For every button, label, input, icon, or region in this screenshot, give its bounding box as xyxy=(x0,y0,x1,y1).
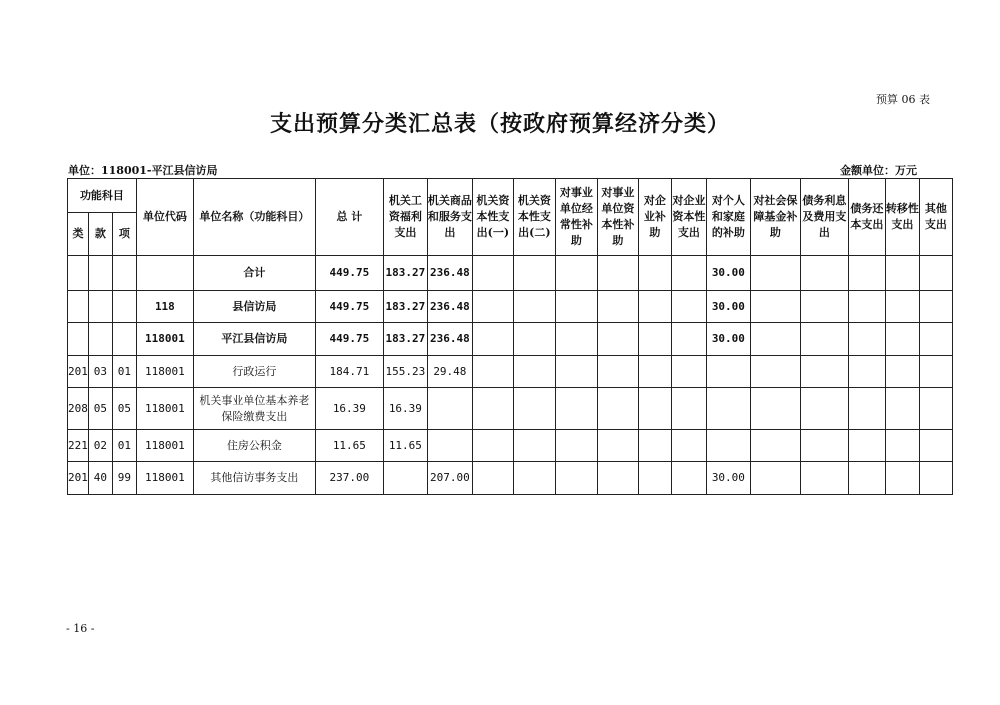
table-row xyxy=(68,323,953,356)
cell-c7 xyxy=(638,291,671,323)
cell-c8 xyxy=(671,356,706,388)
cell-c7 xyxy=(638,256,671,291)
cell-c9: 30.00 xyxy=(706,323,750,356)
cell-c11 xyxy=(800,323,848,356)
cell-c10 xyxy=(750,388,800,430)
cell-c7 xyxy=(638,323,671,356)
header-c8: 对企业资本性支出 xyxy=(671,179,706,256)
cell-c3 xyxy=(472,323,513,356)
cell-c5 xyxy=(555,430,597,462)
header-c3: 机关资本性支出(一) xyxy=(472,179,513,256)
header-unit-name: 单位名称（功能科目） xyxy=(193,179,315,256)
table-row xyxy=(68,388,953,430)
cell-total: 449.75 xyxy=(315,323,383,356)
cell-xiang: 01 xyxy=(112,356,136,388)
header-func-subject: 功能科目 xyxy=(68,179,137,213)
cell-c7 xyxy=(638,356,671,388)
cell-code: 118001 xyxy=(136,323,193,356)
cell-code: 118001 xyxy=(136,356,193,388)
cell-c1: 183.27 xyxy=(383,291,427,323)
cell-total: 184.71 xyxy=(315,356,383,388)
cell-c9: 30.00 xyxy=(706,256,750,291)
cell-c1: 11.65 xyxy=(383,430,427,462)
cell-c6 xyxy=(597,323,638,356)
cell-c9 xyxy=(706,388,750,430)
cell-c10 xyxy=(750,256,800,291)
cell-c6 xyxy=(597,256,638,291)
cell-kuan: 02 xyxy=(88,430,112,462)
header-c9: 对个人和家庭的补助 xyxy=(706,179,750,256)
cell-c6 xyxy=(597,462,638,495)
cell-c3 xyxy=(472,256,513,291)
cell-lei xyxy=(68,323,89,356)
cell-c2: 236.48 xyxy=(427,323,472,356)
cell-c11 xyxy=(800,356,848,388)
cell-c11 xyxy=(800,291,848,323)
cell-c9: 30.00 xyxy=(706,291,750,323)
cell-c1 xyxy=(383,462,427,495)
cell-name: 平江县信访局 xyxy=(193,323,315,356)
cell-c11 xyxy=(800,462,848,495)
cell-lei: 201 xyxy=(68,462,89,495)
cell-c14 xyxy=(919,430,952,462)
header-c1: 机关工资福利支出 xyxy=(383,179,427,256)
page-number: - 16 - xyxy=(66,622,95,635)
cell-c12 xyxy=(848,430,885,462)
cell-c8 xyxy=(671,388,706,430)
cell-c14 xyxy=(919,356,952,388)
cell-code: 118 xyxy=(136,291,193,323)
cell-code xyxy=(136,256,193,291)
cell-lei xyxy=(68,256,89,291)
cell-c4 xyxy=(513,323,555,356)
header-c7: 对企业补助 xyxy=(638,179,671,256)
cell-c5 xyxy=(555,323,597,356)
cell-c12 xyxy=(848,356,885,388)
cell-c13 xyxy=(885,388,919,430)
cell-c4 xyxy=(513,388,555,430)
cell-c1: 16.39 xyxy=(383,388,427,430)
cell-c2: 236.48 xyxy=(427,291,472,323)
table-row xyxy=(68,356,953,388)
header-c5: 对事业单位经常性补助 xyxy=(555,179,597,256)
page-title: 支出预算分类汇总表（按政府预算经济分类） xyxy=(269,111,730,137)
header-lei: 类 xyxy=(68,213,89,256)
cell-code: 118001 xyxy=(136,388,193,430)
cell-kuan: 03 xyxy=(88,356,112,388)
cell-c9 xyxy=(706,356,750,388)
unit-label: 单位：118001-平江县信访局 xyxy=(68,164,218,177)
cell-c12 xyxy=(848,323,885,356)
header-total: 总 计 xyxy=(315,179,383,256)
cell-c14 xyxy=(919,291,952,323)
header-c6: 对事业单位资本性补助 xyxy=(597,179,638,256)
cell-total: 11.65 xyxy=(315,430,383,462)
cell-c12 xyxy=(848,388,885,430)
cell-xiang xyxy=(112,291,136,323)
header-unit-code: 单位代码 xyxy=(136,179,193,256)
cell-c11 xyxy=(800,430,848,462)
cell-c6 xyxy=(597,430,638,462)
header-xiang: 项 xyxy=(112,213,136,256)
cell-c12 xyxy=(848,462,885,495)
cell-c7 xyxy=(638,462,671,495)
cell-c3 xyxy=(472,356,513,388)
cell-c3 xyxy=(472,430,513,462)
header-c4: 机关资本性支出(二) xyxy=(513,179,555,256)
cell-c14 xyxy=(919,323,952,356)
cell-xiang: 99 xyxy=(112,462,136,495)
cell-c5 xyxy=(555,462,597,495)
cell-c8 xyxy=(671,430,706,462)
cell-c7 xyxy=(638,388,671,430)
cell-c1: 155.23 xyxy=(383,356,427,388)
cell-c13 xyxy=(885,256,919,291)
cell-xiang xyxy=(112,323,136,356)
cell-total: 449.75 xyxy=(315,291,383,323)
cell-name: 县信访局 xyxy=(193,291,315,323)
cell-c13 xyxy=(885,430,919,462)
cell-c5 xyxy=(555,256,597,291)
cell-name: 机关事业单位基本养老保险缴费支出 xyxy=(193,388,315,430)
cell-lei: 221 xyxy=(68,430,89,462)
cell-c6 xyxy=(597,388,638,430)
cell-c12 xyxy=(848,291,885,323)
expenditure-summary-table xyxy=(67,178,953,495)
cell-total: 449.75 xyxy=(315,256,383,291)
cell-c9 xyxy=(706,430,750,462)
cell-c8 xyxy=(671,256,706,291)
cell-c13 xyxy=(885,462,919,495)
header-kuan: 款 xyxy=(88,213,112,256)
cell-c11 xyxy=(800,388,848,430)
cell-c3 xyxy=(472,462,513,495)
cell-c11 xyxy=(800,256,848,291)
cell-c14 xyxy=(919,462,952,495)
cell-c4 xyxy=(513,291,555,323)
cell-c13 xyxy=(885,323,919,356)
cell-name: 其他信访事务支出 xyxy=(193,462,315,495)
cell-name: 合计 xyxy=(193,256,315,291)
cell-c10 xyxy=(750,291,800,323)
cell-c6 xyxy=(597,356,638,388)
table-row xyxy=(68,462,953,495)
cell-c4 xyxy=(513,430,555,462)
cell-c2 xyxy=(427,430,472,462)
cell-c10 xyxy=(750,356,800,388)
cell-kuan xyxy=(88,256,112,291)
cell-c9: 30.00 xyxy=(706,462,750,495)
cell-c5 xyxy=(555,388,597,430)
cell-c6 xyxy=(597,291,638,323)
cell-total: 16.39 xyxy=(315,388,383,430)
cell-c1: 183.27 xyxy=(383,256,427,291)
cell-c10 xyxy=(750,323,800,356)
cell-c5 xyxy=(555,291,597,323)
cell-kuan xyxy=(88,323,112,356)
cell-name: 住房公积金 xyxy=(193,430,315,462)
cell-code: 118001 xyxy=(136,462,193,495)
cell-kuan xyxy=(88,291,112,323)
cell-lei: 208 xyxy=(68,388,89,430)
table-row xyxy=(68,291,953,323)
cell-total: 237.00 xyxy=(315,462,383,495)
cell-name: 行政运行 xyxy=(193,356,315,388)
header-c14: 其他支出 xyxy=(919,179,952,256)
cell-xiang: 05 xyxy=(112,388,136,430)
cell-c4 xyxy=(513,462,555,495)
amount-unit-label: 金额单位：万元 xyxy=(840,164,917,177)
cell-c8 xyxy=(671,323,706,356)
cell-c13 xyxy=(885,291,919,323)
cell-c12 xyxy=(848,256,885,291)
cell-c10 xyxy=(750,462,800,495)
header-c13: 转移性支出 xyxy=(885,179,919,256)
cell-xiang xyxy=(112,256,136,291)
cell-c5 xyxy=(555,356,597,388)
cell-c4 xyxy=(513,256,555,291)
cell-c7 xyxy=(638,430,671,462)
cell-kuan: 40 xyxy=(88,462,112,495)
table-row xyxy=(68,430,953,462)
header-c12: 债务还本支出 xyxy=(848,179,885,256)
cell-c4 xyxy=(513,356,555,388)
cell-code: 118001 xyxy=(136,430,193,462)
header-c11: 债务利息及费用支出 xyxy=(800,179,848,256)
form-number: 预算 06 表 xyxy=(876,93,930,106)
cell-c2 xyxy=(427,388,472,430)
cell-c14 xyxy=(919,388,952,430)
cell-c10 xyxy=(750,430,800,462)
cell-c13 xyxy=(885,356,919,388)
cell-xiang: 01 xyxy=(112,430,136,462)
cell-c2: 207.00 xyxy=(427,462,472,495)
table-row-total xyxy=(68,256,953,291)
cell-c1: 183.27 xyxy=(383,323,427,356)
cell-lei xyxy=(68,291,89,323)
cell-c3 xyxy=(472,291,513,323)
cell-c8 xyxy=(671,462,706,495)
cell-c8 xyxy=(671,291,706,323)
cell-c3 xyxy=(472,388,513,430)
cell-c14 xyxy=(919,256,952,291)
cell-lei: 201 xyxy=(68,356,89,388)
cell-c2: 29.48 xyxy=(427,356,472,388)
cell-c2: 236.48 xyxy=(427,256,472,291)
cell-kuan: 05 xyxy=(88,388,112,430)
header-c10: 对社会保障基金补助 xyxy=(750,179,800,256)
header-c2: 机关商品和服务支出 xyxy=(427,179,472,256)
